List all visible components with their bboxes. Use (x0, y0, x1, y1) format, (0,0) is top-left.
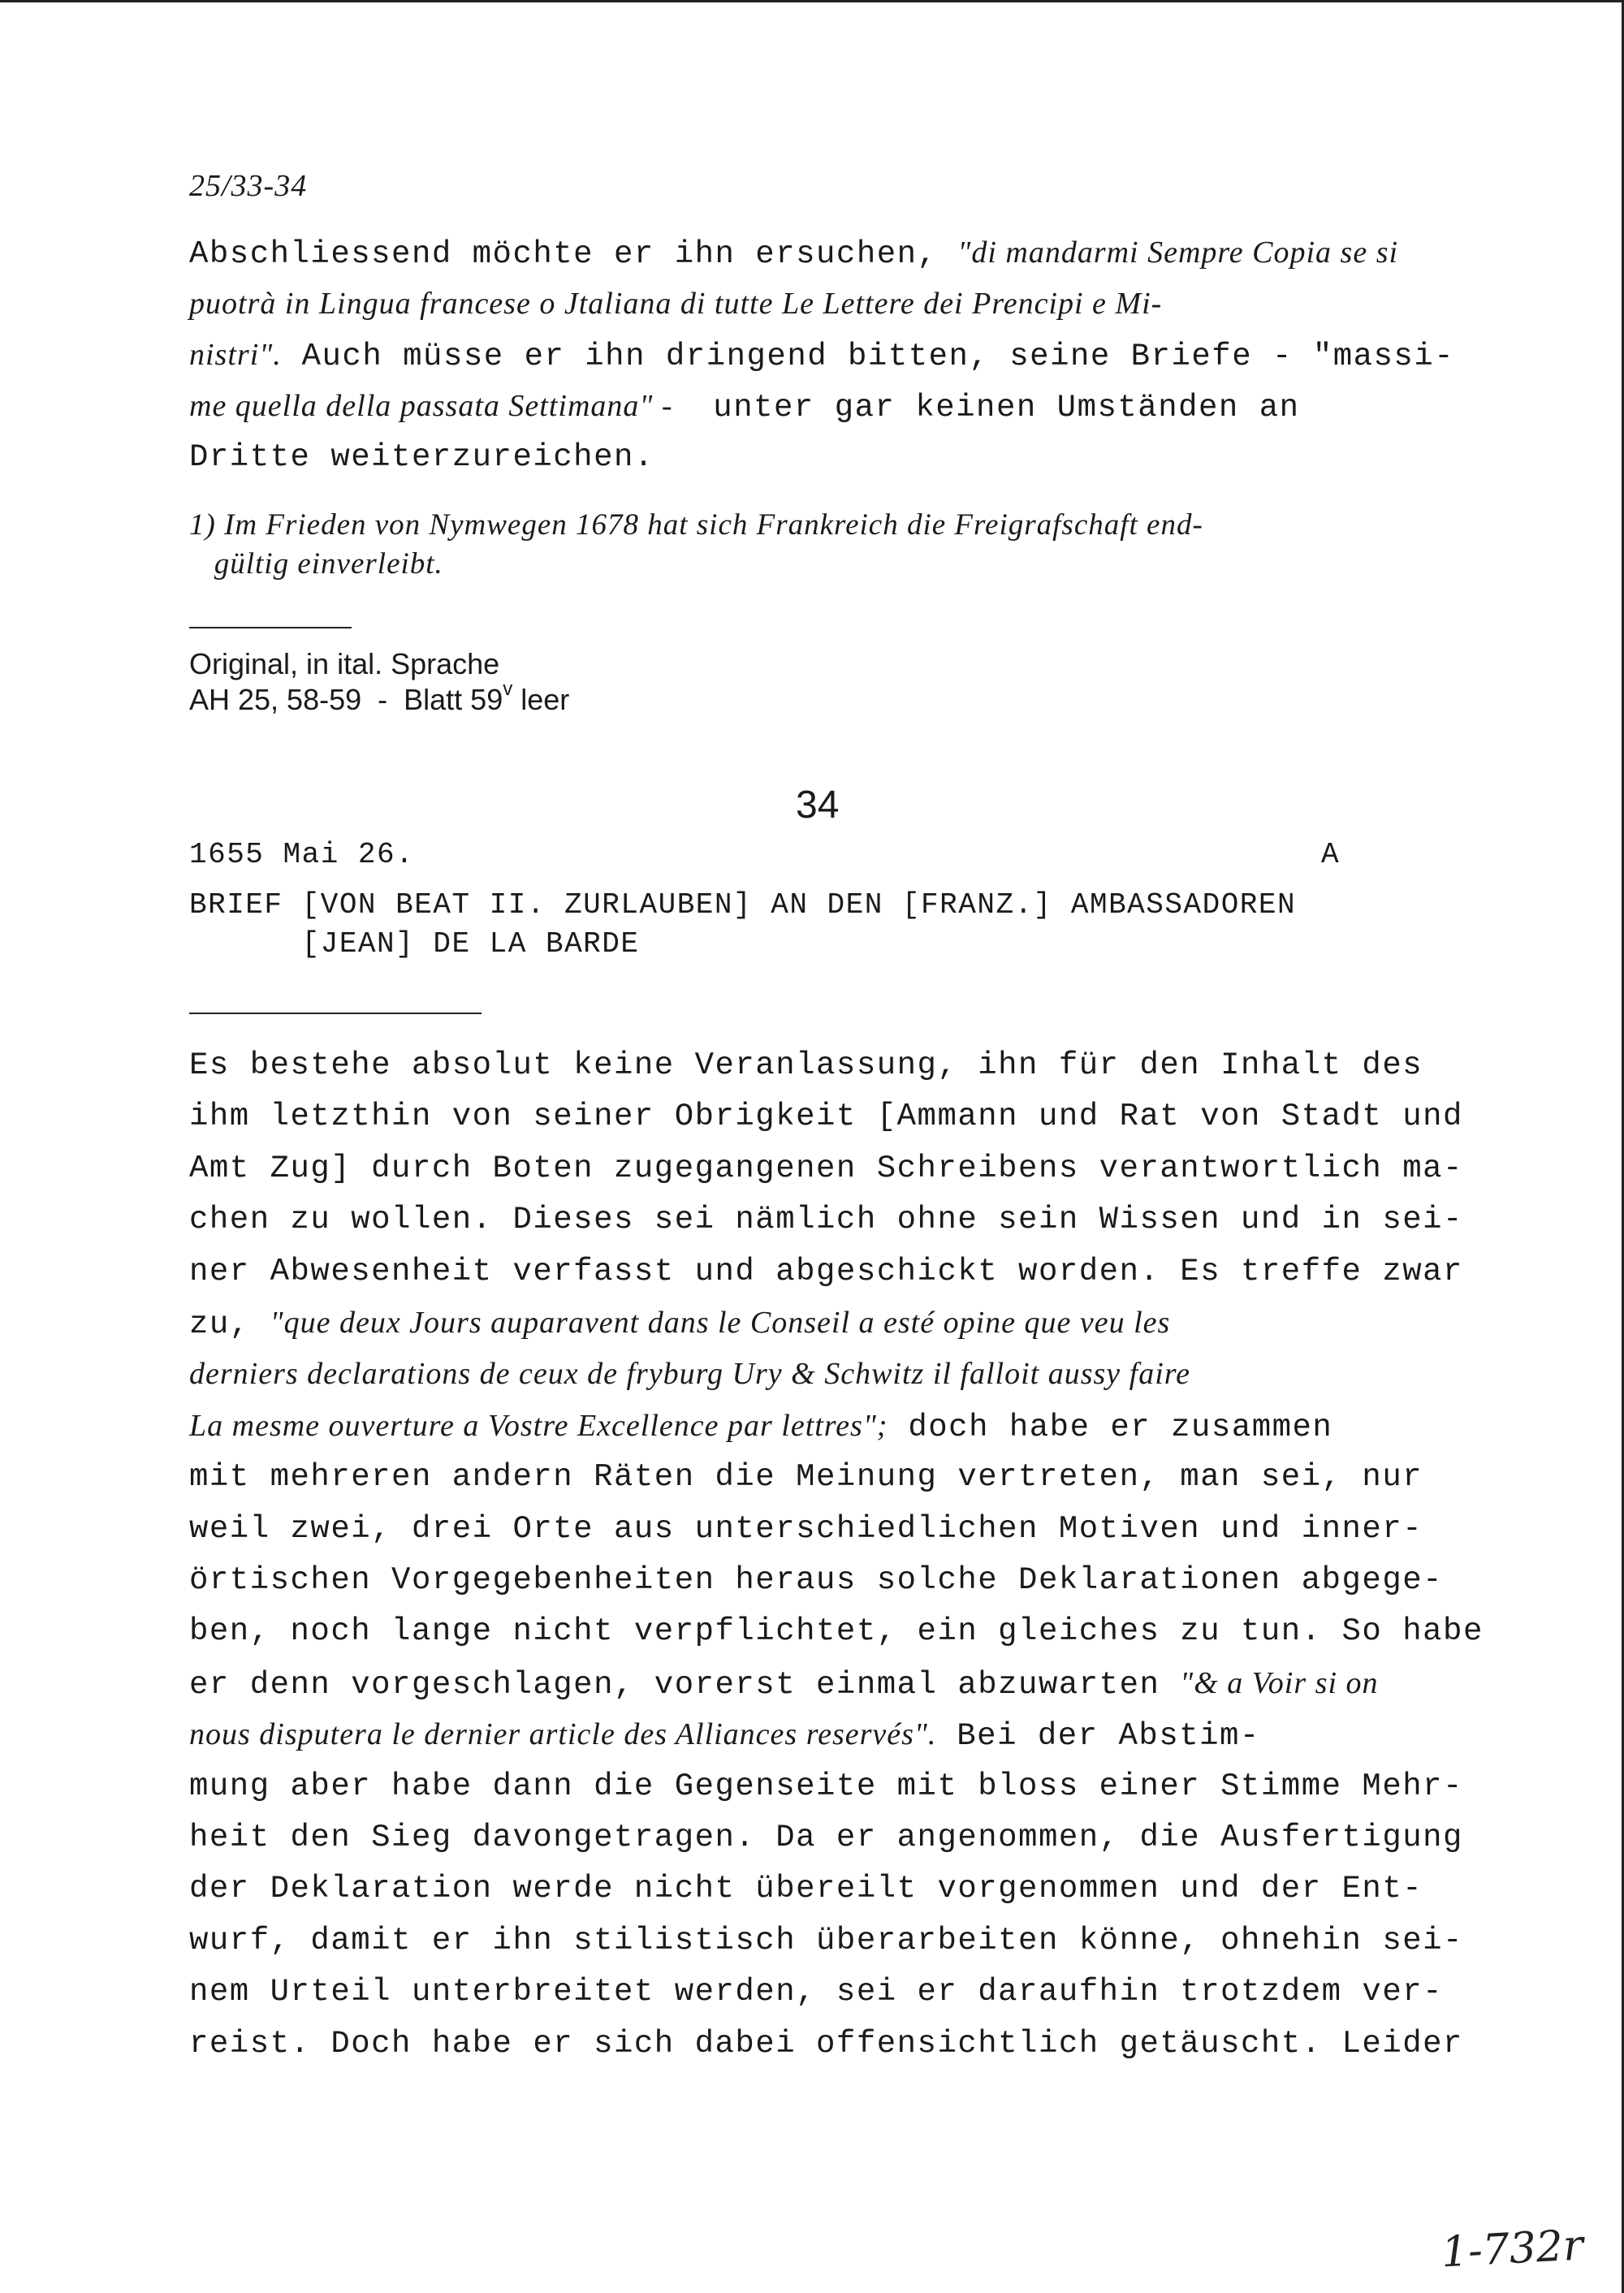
continuation-text: Dritte weiterzureichen. (189, 439, 654, 475)
continuation-line (189, 339, 1454, 373)
body-line (189, 1204, 1463, 1236)
body-line (189, 2025, 1463, 2062)
body-quote: derniers declarations de ceux de fryburg Ury & Schwitz il falloit aussy faire (189, 1357, 1191, 1392)
body-line (189, 1873, 1423, 1905)
body-text: Amt Zug] durch Boten zugegangenen Schreibens verantwortlich ma- (189, 1150, 1463, 1186)
source-folio-verso: v (503, 678, 513, 700)
body-line (189, 1358, 1190, 1392)
body-line (189, 1253, 1463, 1289)
source-divider (189, 627, 352, 628)
body-text: Bei der Abstim- (936, 1718, 1260, 1755)
body-text: weil zwei, drei Orte aus unterschiedlichen Motiven und inner- (189, 1510, 1423, 1547)
body-text: örtischen Vorgegebenheiten heraus solche Deklarationen abgege- (189, 1562, 1444, 1598)
document-date: 1655 Mai 26. (189, 838, 415, 871)
source-line-2 (189, 678, 570, 716)
body-text: chen zu wollen. Dieses sei nämlich ohne sein Wissen und in sei- (189, 1202, 1463, 1238)
body-text: ben, noch lange nicht verpflichtet, ein gleiches zu tun. So habe (189, 1613, 1484, 1650)
document-marker: A (1321, 838, 1341, 871)
continuation-text: Abschliessend möchte er ihn ersuchen, (189, 236, 958, 272)
body-quote: "& a Voir si on (1180, 1665, 1379, 1700)
continuation-quote: "di mandarmi Sempre Copia se si (957, 235, 1399, 270)
continuation-line (189, 237, 1398, 270)
continuation-text: Auch müsse er ihn dringend bitten, seine Briefe - "massi- (281, 339, 1455, 374)
body-line (189, 1510, 1423, 1547)
document-number: 34 (796, 784, 840, 827)
body-line (189, 1976, 1443, 2008)
body-text: nem Urteil unterbreitet werden, sei er daraufhin trotzdem ver- (189, 1974, 1444, 2010)
heading-divider (189, 1013, 482, 1014)
body-quote: "que deux Jours auparavent dans le Conseil a esté opine que veu les (270, 1306, 1171, 1340)
source-folio: AH 25, 58-59 - Blatt 59 (189, 683, 503, 716)
continuation-line (189, 439, 654, 475)
body-quote: nous disputera le dernier article des Alliances reservés". (189, 1717, 937, 1752)
body-line (189, 1613, 1484, 1650)
body-line (189, 1665, 1379, 1703)
page-reference: 25/33-34 (189, 169, 308, 203)
source-note: leer (512, 683, 570, 716)
continuation-line (189, 288, 1162, 322)
body-line (189, 1822, 1463, 1854)
body-line (189, 1410, 1332, 1444)
body-text: mung aber habe dann die Gegenseite mit bloss einer Stimme Mehr- (189, 1768, 1463, 1804)
body-quote: La mesme ouverture a Vostre Excellence par lettres"; (189, 1408, 888, 1443)
body-line (189, 1768, 1463, 1804)
body-text: Es bestehe absolut keine Veranlassung, ihn für den Inhalt des (189, 1047, 1423, 1083)
page-edge-top (0, 0, 1624, 2)
body-text: ihm letzthin von seiner Obrigkeit [Ammann und Rat von Stadt und (189, 1099, 1463, 1135)
continuation-text: unter gar keinen Umständen an (672, 390, 1300, 425)
source-line-1: Original, in ital. Sprache (189, 647, 500, 680)
body-line (189, 1307, 1170, 1341)
body-line (189, 1047, 1423, 1083)
body-text: ner Abwesenheit verfasst und abgeschickt worden. Es treffe zwar (189, 1253, 1463, 1289)
document-heading-line-2: [JEAN] DE LA BARDE (189, 927, 640, 961)
continuation-quote: nistri". (189, 338, 282, 372)
continuation-line (189, 391, 1300, 424)
body-text: reist. Doch habe er sich dabei offensichtlich getäuscht. Leider (189, 2025, 1463, 2062)
body-text: wurf, damit er ihn stilistisch überarbeiten könne, ohnehin sei- (189, 1922, 1463, 1958)
continuation-quote: me quella della passata Settimana" - (189, 389, 673, 423)
document-heading-line-1: BRIEF [VON BEAT II. ZURLAUBEN] AN DEN [FRANZ.] AMBASSADOREN (189, 888, 1297, 922)
body-text: heit den Sieg davongetragen. Da er angenommen, die Ausfertigung (189, 1820, 1463, 1855)
footnote-line-1: 1) Im Frieden von Nymwegen 1678 hat sich Frankreich die Freigrafschaft end- (189, 508, 1203, 542)
handwritten-folio-number: 1-732r (1440, 2221, 1585, 2278)
body-text: mit mehreren andern Räten die Meinung vertreten, man sei, nur (189, 1459, 1423, 1496)
body-line (189, 1717, 1260, 1755)
body-line (189, 1562, 1444, 1598)
body-line (189, 1922, 1463, 1958)
body-line (189, 1150, 1463, 1186)
footnote-line-2: gültig einverleibt. (189, 547, 443, 581)
body-text: zu, (189, 1306, 270, 1342)
body-line (189, 1459, 1423, 1496)
continuation-quote: puotrà in Lingua francese o Jtaliana di tutte Le Lettere dei Prencipi e Mi- (189, 287, 1163, 321)
body-text: der Deklaration werde nicht übereilt vorgenommen und der Ent- (189, 1871, 1423, 1907)
body-line (189, 1101, 1463, 1133)
body-text: doch habe er zusammen (888, 1409, 1333, 1445)
body-text: er denn vorgeschlagen, vorerst einmal abzuwarten (189, 1666, 1181, 1703)
